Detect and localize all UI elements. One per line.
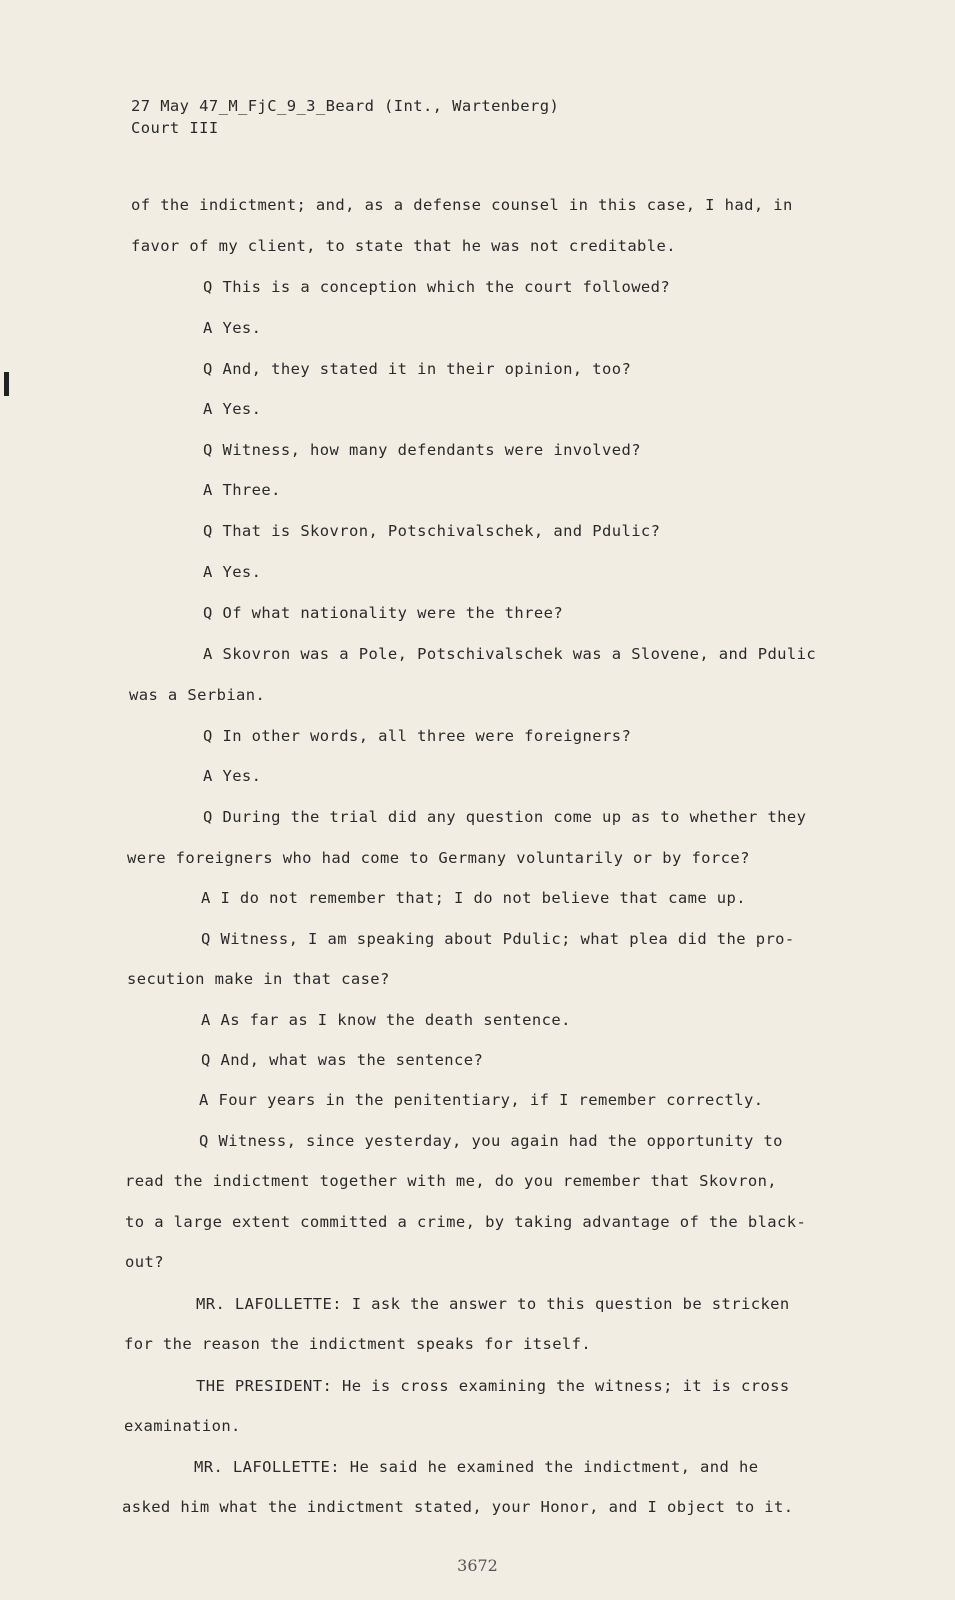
transcript-line: Q Witness, how many defendants were involved? — [203, 441, 641, 459]
transcript-line: favor of my client, to state that he was not creditable. — [131, 237, 676, 255]
transcript-line: THE PRESIDENT: He is cross examining the witness; it is cross — [196, 1377, 790, 1395]
transcript-line: Q During the trial did any question come up as to whether they — [203, 808, 807, 826]
transcript-line: A Yes. — [203, 563, 262, 581]
binding-mark — [4, 372, 9, 396]
transcript-line: Q That is Skovron, Potschivalschek, and Pdulic? — [203, 522, 661, 540]
transcript-line: A Yes. — [203, 319, 262, 337]
transcript-line: A Skovron was a Pole, Potschivalschek was a Slovene, and Pdulic — [203, 645, 817, 663]
transcript-line: A Four years in the penitentiary, if I remember correctly. — [199, 1091, 764, 1109]
page-number: 3672 — [457, 1556, 498, 1575]
transcript-line: Q And, what was the sentence? — [201, 1051, 484, 1069]
transcript-line: asked him what the indictment stated, your Honor, and I object to it. — [122, 1498, 794, 1516]
transcript-line: A As far as I know the death sentence. — [201, 1011, 571, 1029]
transcript-line: MR. LAFOLLETTE: I ask the answer to this question be stricken — [196, 1295, 790, 1313]
transcript-line: Q In other words, all three were foreigners? — [203, 727, 632, 745]
transcript-line: were foreigners who had come to Germany voluntarily or by force? — [127, 849, 750, 867]
transcript-line: secution make in that case? — [127, 970, 390, 988]
transcript-line: Q Of what nationality were the three? — [203, 604, 564, 622]
transcript-line: A I do not remember that; I do not believe that came up. — [201, 889, 746, 907]
transcript-line: Q Witness, since yesterday, you again had the opportunity to — [199, 1132, 783, 1150]
transcript-line: Q Witness, I am speaking about Pdulic; what plea did the pro- — [201, 930, 795, 948]
transcript-line: was a Serbian. — [129, 686, 266, 704]
header-line-1: 27 May 47_M_FjC_9_3_Beard (Int., Wartenberg) — [131, 97, 560, 115]
transcript-line: examination. — [124, 1417, 241, 1435]
transcript-line: to a large extent committed a crime, by taking advantage of the black- — [125, 1213, 807, 1231]
transcript-line: A Yes. — [203, 400, 262, 418]
transcript-line: MR. LAFOLLETTE: He said he examined the indictment, and he — [194, 1458, 759, 1476]
transcript-line: A Yes. — [203, 767, 262, 785]
transcript-line: of the indictment; and, as a defense counsel in this case, I had, in — [131, 196, 793, 214]
transcript-line: A Three. — [203, 481, 281, 499]
document-header — [131, 95, 559, 139]
transcript-line: out? — [125, 1253, 164, 1271]
transcript-line: for the reason the indictment speaks for itself. — [124, 1335, 592, 1353]
header-line-2: Court III — [131, 119, 219, 137]
transcript-line: Q This is a conception which the court followed? — [203, 278, 671, 296]
transcript-line: read the indictment together with me, do you remember that Skovron, — [125, 1172, 778, 1190]
transcript-line: Q And, they stated it in their opinion, too? — [203, 360, 632, 378]
